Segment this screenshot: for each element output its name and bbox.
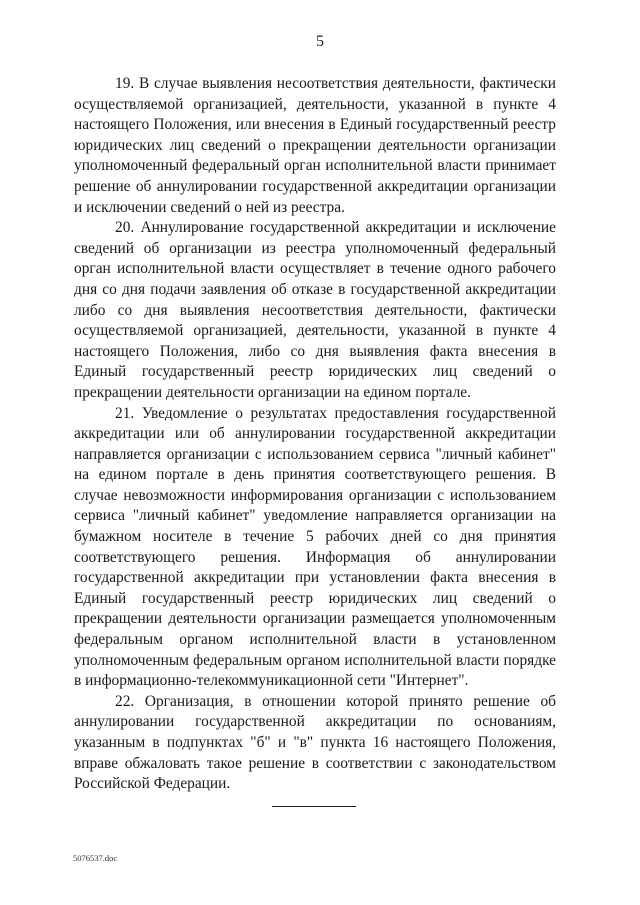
page-number: 5 — [316, 33, 324, 50]
end-separator-line — [272, 806, 356, 807]
document-code: 5076537.doc — [73, 853, 118, 863]
paragraph-22: 22. Организация, в отношении которой принято решение об аннулировании государственной аккредитации по основаниям, указанным в подпунктах "б" и "в" пункта 16 настоящего Положения, вправе обжаловать такое решение в соответствии с законодательством Российской Федерации. — [74, 692, 556, 793]
paragraph-19: 19. В случае выявления несоответствия деятельности, фактически осуществляемой организацией, деятельности, указанной в пункте 4 настоящего Положения, или внесения в Единый государственный реестр юридических лиц сведений о прекращении деятельности организации уполномоченный федеральный орган исполнительной власти принимает решение об аннулировании государственной аккредитации организации и исключении сведений о ней из реестра. — [74, 75, 556, 216]
paragraph-21: 21. Уведомление о результатах предоставления государственной аккредитации или об аннулировании государственной аккредитации направляется организации с использованием сервиса "личный кабинет" на едином портале в день принятия соответствующего решения. В случае невозможности информирования организации с использованием сервиса "личный кабинет" уведомление направляется организации на бумажном носителе в течение 5 рабочих дней со дня принятия соответствующего решения. Информация об аннулировании государственной аккредитации при установлении факта внесения в Единый государственный реестр юридических лиц сведений о прекращении деятельности организации размещается уполномоченным федеральным органом исполнительной власти в установленном уполномоченным федеральным органом исполнительной власти порядке в информационно-телекоммуникационной сети "Интернет". — [74, 404, 556, 690]
document-body — [74, 74, 556, 795]
paragraph-20: 20. Аннулирование государственной аккредитации и исключение сведений об организации из реестра уполномоченный федеральный орган исполнительной власти осуществляет в течение одного рабочего дня со дня подачи заявления об отказе в государственной аккредитации либо со дня выявления несоответствия деятельности, фактически осуществляемой организацией, деятельности, указанной в пункте 4 настоящего Положения, либо со дня выявления факта внесения в Единый государственный реестр юридических лиц сведений о прекращении деятельности организации на едином портале. — [74, 219, 556, 401]
